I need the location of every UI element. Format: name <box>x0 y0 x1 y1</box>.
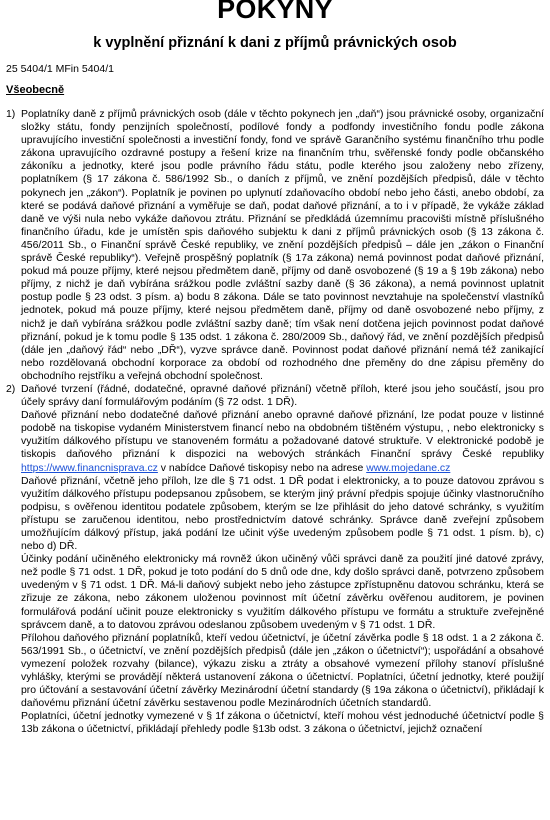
list-item-1 <box>6 108 544 383</box>
financnisprava-link[interactable]: https://www.financnisprava.cz <box>21 462 158 474</box>
paragraph <box>21 409 544 474</box>
mojedane-link[interactable]: www.mojedane.cz <box>366 462 451 474</box>
form-code: 25 5404/1 MFin 5404/1 <box>6 63 114 75</box>
item-text <box>21 108 544 383</box>
list-item-2 <box>6 383 544 737</box>
document-body <box>6 108 544 737</box>
paragraph: Daňové přiznání, včetně jeho příloh, lze dle § 71 odst. 1 DŘ podat i elektronicky, a to pouze datovou zprávou s využitím dálkového přístupu podepsanou způsobem, se kterým jiný právní předpis spojuje účinky vlastnoručního podpisu, s ověřenou identitou podatele způsobem, kterým se lze přihlásit do jeho datové schránky, s využitím přístupu se zaručenou identitou, nebo prostřednictvím datové schránky. Správce daně zveřejní způsobem umožňujícím dálkový přístup, jaká podání lze učinit výše uvedeným způsobem podle § 71 odst. 1 písm. b), c) nebo d) DŘ. <box>21 475 544 553</box>
paragraph-text: Daňové přiznání nebo dodatečné daňové přiznání anebo opravné daňové přiznání, lze podat pouze v listinné podobě na tiskopise vydaném Ministerstvem financí nebo na obdobném tištěném výstupu, , nebo elektronicky s využitím dálkového přístupu ve stanoveném formátu a požadované datové struktuře. V elektronické podobě je tiskopis daňového přiznání k dispozici na webových stránkách Finanční správy České republiky <box>21 410 544 461</box>
page-subtitle: k vyplnění přiznání k dani z příjmů právnických osob <box>93 35 457 51</box>
item-text <box>21 383 544 737</box>
item-number: 1) <box>6 109 16 120</box>
item-number: 2) <box>6 383 16 395</box>
section-heading: Všeobecně <box>6 84 65 96</box>
paragraph-text: v nabídce Daňové tiskopisy nebo na adrese <box>157 462 367 474</box>
page-title: POKYNY <box>217 0 333 24</box>
paragraph: Poplatníci, účetní jednotky vymezené v § 1f zákona o účetnictví, kteří mohou vést jednoduché účetnictví podle § 13b zákona o účetnictví, přikládají přehledy podle §13b odst. 3 zákona o účetnictví, jejichž označení <box>21 711 544 736</box>
paragraph: Poplatníky daně z příjmů právnických osob (dále v těchto pokynech jen „daň“) jsou právnické osoby, organizační složky státu, fondy penzijních společností, podílové fondy a podfondy investičního fondu podle zákona upravujícího investiční společnosti a investiční fondy, fond ve správě Garančního systému finančního trhu podle zákona upravujícího ozdravné postupy a řešení krize na finančním trhu, svěřenské fondy podle občanského zákoníku a jednotky, které jsou podle právního řádu státu, podle kterého jsou založeny nebo zřízeny, poplatníkem (§ 17 zákona č. 586/1992 Sb., o daních z příjmů, ve znění pozdějších předpisů, dále v těchto pokynech jen „zákon“). Poplatník je povinen po uplynutí zdaňovacího období nebo jeho části, anebo období, za které se podává daňové přiznání a vyměřuje se daň, podat daňové přiznání, a to i v případě, že vykáže základ daně ve výši nula nebo vykáže daňovou ztrátu. Přiznání se předkládá územnímu pracovišti místně příslušného finančního úřadu, kde je umístěn spis daňového subjektu k dani z příjmů právnických osob (§ 13 zákona č. 456/2011 Sb., o Finanční správě České republiky, ve znění pozdějších předpisů – dále jen „zákon o Finanční správě České republiky“). Veřejně prospěšný poplatník (§ 17a zákona) nemá povinnost podat daňové přiznání, pokud má pouze příjmy, které nejsou předmětem daně, příjmy od daně osvobozené (§ 19 a § 19b zákona) nebo příjmy, z nichž je daň vybírána srážkou podle zvláštní sazby daně (§ 36 zákona), a nemá povinnost uplatnit postup podle § 23 odst. 3 písm. a) bodu 8 zákona. Dále se tato povinnost nevztahuje na společenství vlastníků jednotek, pokud má pouze příjmy, které nejsou předmětem daně, příjmy od daně osvobozené nebo příjmy, z nichž je daň vybírána srážkou podle zvláštní sazby daně; tím však není dotčena jejich povinnost podat daňové přiznání, pokud je k tomu podle § 135 odst. 1 zákona č. 280/2009 Sb., daňový řád, ve znění pozdějších předpisů (dále jen „daňový řád“ nebo „DŘ“), vyzve správce daně. Povinnost podat daňové přiznání nemá též zanikající nebo rozdělovaná obchodní korporace za období od rozhodného dne přeměny do dne zápisu přeměny do obchodního rejstříku a veřejná obchodní společnost. <box>21 109 544 382</box>
paragraph: Daňové tvrzení (řádné, dodatečné, opravné daňové přiznání) včetně příloh, které jsou jeho součástí, jsou pro účely správy daní formulářovým podáním (§ 72 odst. 1 DŘ). <box>21 383 544 409</box>
paragraph: Přílohou daňového přiznání poplatníků, kteří vedou účetnictví, je účetní závěrka podle § 18 odst. 1 a 2 zákona č. 563/1991 Sb., o účetnictví, ve znění pozdějších předpisů (dále jen „zákon o účetnictví“); uspořádání a obsahové vymezení položek rozvahy (bilance), výkazu zisku a ztráty a obsahové vymezení přílohy stanoví příslušné vyhlášky, kterými se provádějí některá ustanovení zákona o účetnictví. Poplatníci, účetní jednotky, které použijí pro účtování a sestavování účetní závěrky Mezinárodní účetní standardy (§ 19a zákona o účetnictví), přikládají k daňovému přiznání účetní závěrku sestavenou podle Mezinárodních účetních standardů. <box>21 632 544 710</box>
paragraph: Účinky podání učiněného elektronicky má rovněž úkon učiněný vůči správci daně za použití jiné datové zprávy, než podle § 71 odst. 1 DŘ, pokud je toto podání do 5 dnů ode dne, kdy došlo správci daně, potvrzeno způsobem uvedeným v § 71 odst. 1 DŘ. Má-li daňový subjekt nebo jeho zástupce zpřístupněnu datovou schránku, která se zřizuje ze zákona, nebo zákonem uloženou povinnost mít účetní závěrku ověřenou auditorem, je povinen formulářová podání učinit pouze elektronicky s využitím dálkového přístupu ve formátu a struktuře zveřejněné správcem daně, a to datovou zprávou odeslanou způsobem uvedeným v § 71 odst. 1 DŘ. <box>21 554 544 631</box>
